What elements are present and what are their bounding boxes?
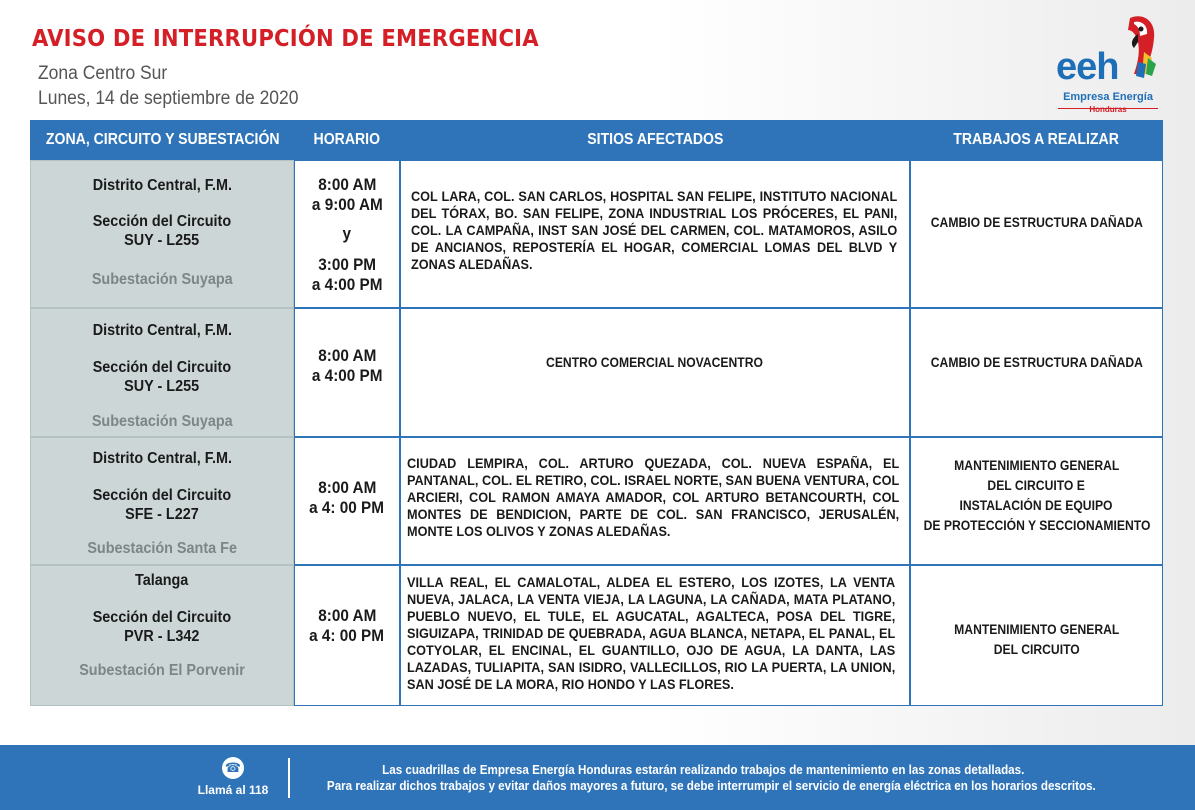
schedule-cell [294,437,400,565]
zone-cell [30,565,294,706]
work-text: MANTENIMIENTO GENERAL DEL CIRCUITO [953,622,1120,657]
section-label: Sección del Circuito [92,609,232,626]
substation-label: Subestación Santa Fe [87,540,237,557]
zone-label: Zona Centro Sur [38,63,168,84]
circuit-label: SFE - L227 [125,506,199,523]
work-text: MANTENIMIENTO GENERAL DEL CIRCUITO E INSTALACIÓN DE EQUIPO DE PROTECCIÓN Y SECCIONAMIENTO [923,458,1151,533]
header-sites: SITIOS AFECTADOS [586,131,724,148]
logo-company: Empresa Energía [1063,91,1153,103]
schedule-cell [294,308,400,437]
circuit-label: SUY - L255 [124,232,200,249]
time-end-2: a 4:00 PM [311,275,383,294]
work-cell [910,565,1163,706]
zone-cell [30,437,294,565]
sites-cell [400,565,910,706]
district-label: Distrito Central, F.M. [92,450,232,467]
work-cell [910,308,1163,437]
call-label: Llamá al 118 [197,783,269,797]
time-end: a 4: 00 PM [309,498,385,517]
district-label: Talanga [135,572,189,589]
schedule-cell [294,160,400,308]
table-header [30,120,1163,160]
time-start: 8:00 AM [317,606,377,625]
time-start: 8:00 AM [317,175,377,194]
header-work: TRABAJOS A REALIZAR [953,131,1120,148]
date-label: Lunes, 14 de septiembre de 2020 [38,88,299,109]
header-zone: ZONA, CIRCUITO Y SUBESTACIÓN [45,131,280,148]
sites-text: COL LARA, COL. SAN CARLOS, HOSPITAL SAN FELIPE, INSTITUTO NACIONAL DEL TÓRAX, BO. SAN FELIPE, ZONA INDUSTRIAL LOS PRÓCERES, EL PANI, COL. LA CAMPAÑA, INST SAN JOSÉ DEL CARMEN, COL. MATAMOROS, ASILO DE ANCIANOS, REPOSTERÍA EL HOGAR, COMERCIAL LOMAS DEL BLVD Y ZONAS ALEDAÑAS. [411,189,898,272]
footer-message: Las cuadrillas de Empresa Energía Honduras estarán realizando trabajos de mantenimiento en las zonas detalladas. Para realizar dichos trabajos y evitar daños mayores a futuro, se debe interrumpir el servicio de energía eléctrica en los horarios descritos. [326,763,1096,793]
circuit-label: SUY - L255 [124,378,200,395]
logo-country: Honduras [1089,105,1127,114]
circuit-label: PVR - L342 [124,628,200,645]
table-row [30,308,1163,437]
sites-cell [400,437,910,565]
zone-cell [30,160,294,308]
section-label: Sección del Circuito [92,359,232,376]
work-text: CAMBIO DE ESTRUCTURA DAÑADA [930,355,1143,370]
time-start: 8:00 AM [317,346,377,365]
work-cell [910,437,1163,565]
time-and: y [342,224,352,243]
substation-label: Subestación Suyapa [91,413,233,430]
district-label: Distrito Central, F.M. [92,177,232,194]
zone-cell [30,308,294,437]
sites-text: CIUDAD LEMPIRA, COL. ARTURO QUEZADA, COL. NUEVA ESPAÑA, EL PANTANAL, COL. EL RETIRO, COL. ISRAEL NORTE, SAN BUENA VENTURA, COL ARCIERI, COL RAMON AMAYA AMADOR, COL ARTURO BETANCOURTH, COL MONTES DE BENDICION, PARTE DE COL. SAN FRANCISCO, JERUSALÉN, MONTE LOS OLIVOS Y ZONAS ALEDAÑAS. [407,456,900,539]
eeh-logo [1052,12,1162,112]
work-cell [910,160,1163,308]
footer-banner [0,745,1195,810]
time-end: a 4: 00 PM [309,626,385,645]
time-end: a 4:00 PM [311,366,383,385]
footer-divider [288,758,290,798]
district-label: Distrito Central, F.M. [92,322,232,339]
table-row [30,160,1163,308]
sites-cell [400,308,910,437]
time-end: a 9:00 AM [311,195,383,214]
time-start-2: 3:00 PM [318,255,376,274]
section-label: Sección del Circuito [92,487,232,504]
schedule-cell [294,565,400,706]
substation-label: Subestación Suyapa [91,271,233,288]
logo-wordmark: eeh [1056,46,1119,88]
header-schedule: HORARIO [313,131,381,148]
sites-cell [400,160,910,308]
sites-text: VILLA REAL, EL CAMALOTAL, ALDEA EL ESTERO, LOS IZOTES, LA VENTA NUEVA, JALACA, LA VENTA VIEJA, LA LAGUNA, LA CAÑADA, MATA PLATANO, PUEBLO NUEVO, EL TULE, EL AGUCATAL, AGALTECA, POSA DEL TIGRE, SIGUIZAPA, TRINIDAD DE QUEBRADA, AGUA BLANCA, NETAPA, EL PANAL, EL COTYOLAR, EL ENCINAL, EL GUANTILLO, OJO DE AGUA, LA DANTA, LAS LAZADAS, TULIAPITA, SAN ISIDRO, VALLECILLOS, RIO LA PUERTA, LA UNION, SAN JOSÉ DE LA MORA, RIO HONDO Y LAS FLORES. [407,575,896,692]
time-start: 8:00 AM [317,478,377,497]
substation-label: Subestación El Porvenir [79,662,245,679]
page-title: AVISO DE INTERRUPCIÓN DE EMERGENCIA [32,26,539,52]
phone-icon [222,757,244,779]
table-row [30,437,1163,565]
table-row [30,565,1163,706]
work-text: CAMBIO DE ESTRUCTURA DAÑADA [930,215,1143,230]
section-label: Sección del Circuito [92,213,232,230]
sites-text: CENTRO COMERCIAL NOVACENTRO [546,355,764,370]
